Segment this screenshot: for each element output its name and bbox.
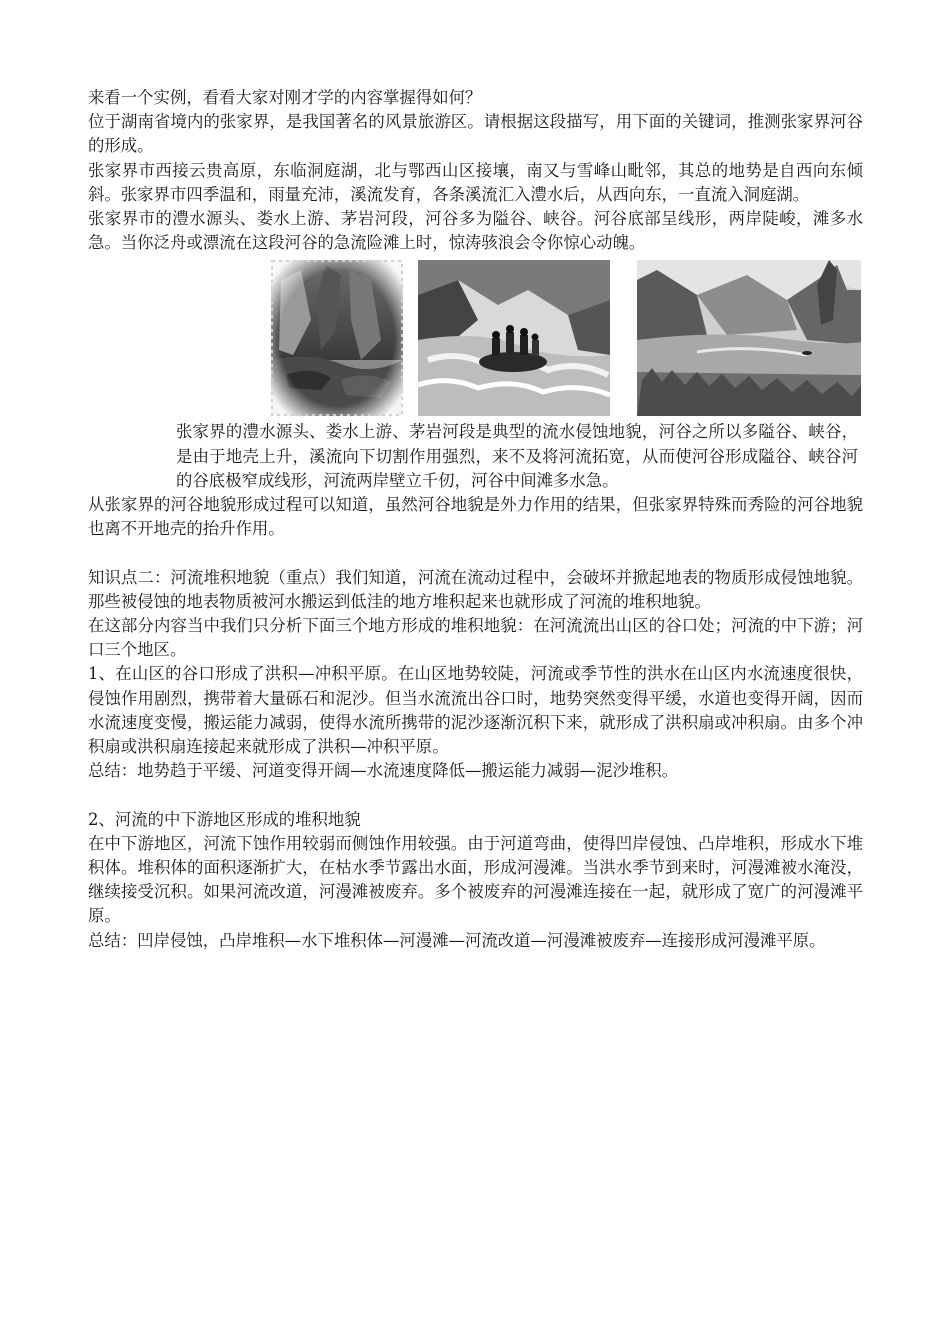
summary-two: 总结：凹岸侵蚀，凸岸堆积—水下堆积体—河漫滩—河流改道—河漫滩被废弃—连接形成河漫滩平原。 <box>88 930 826 950</box>
cliff-gorge-photo <box>271 260 403 416</box>
section-two-heading: 2、河流的中下游地区形成的堆积地貌 <box>88 809 361 829</box>
intro-line: 来看一个实例，看看大家对刚才学的内容掌握得如何？ <box>88 88 482 107</box>
question-paragraph: 位于湖南省境内的张家界，是我国著名的风景旅游区。请根据这段描写，用下面的关键词，推测张家界河谷的形成。 <box>88 112 863 156</box>
alluvial-fan-paragraph: 1、在山区的谷口形成了洪积—冲积平原。在山区地势较陡，河流或季节性的洪水在山区内水流速度很快，侵蚀作用剧烈，携带着大量砾石和泥沙。但当水流流出谷口时，地势突然变得平缓，水道也变得开阔，因而水流速度变慢，搬运能力减弱，使得水流所携带的泥沙逐渐沉积下来，就形成了洪积扇或冲积扇。由多个冲积扇或洪积扇连接起来就形成了洪积—冲积平原。 <box>88 664 863 757</box>
blank-line <box>88 541 863 565</box>
document-page <box>88 86 863 953</box>
conclusion-paragraph: 从张家界的河谷地貌形成过程可以知道，虽然河谷地貌是外力作用的结果，但张家界特殊而秀险的河谷地貌也离不开地壳的抬升作用。 <box>88 495 863 539</box>
blank-line <box>88 783 863 807</box>
river-rafting-photo <box>418 260 610 416</box>
three-regions-paragraph: 在这部分内容当中我们只分析下面三个地方形成的堆积地貌：在河流流出山区的谷口处；河流的中下游；河口三个地区。 <box>88 616 863 660</box>
floodplain-paragraph: 在中下游地区，河流下蚀作用较弱而侧蚀作用较强。由于河道弯曲，使得凹岸侵蚀、凸岸堆积，形成水下堆积体。堆积体的面积逐渐扩大，在枯水季节露出水面，形成河漫滩。当洪水季节到来时，河漫滩被水淹没，继续接受沉积。如果河流改道，河漫滩被废弃。多个被废弃的河漫滩连接在一起，就形成了宽广的河漫滩平原。 <box>88 833 863 926</box>
knowledge-point-two: 知识点二：河流堆积地貌（重点）我们知道，河流在流动过程中，会破坏并掀起地表的物质形成侵蚀地貌。那些被侵蚀的地表物质被河水搬运到低洼的地方堆积起来也就形成了河流的堆积地貌。 <box>88 567 863 611</box>
summary-one: 总结：地势趋于平缓、河道变得开阔—水流速度降低—搬运能力减弱—泥沙堆积。 <box>88 761 679 781</box>
river-valley-photo <box>637 260 861 416</box>
photo-caption: 张家界的澧水源头、娄水上游、茅岩河段是典型的流水侵蚀地貌，河谷之所以多隘谷、峡谷，是由于地壳上升，溪流向下切割作用强烈，来不及将河流拓宽，从而使河谷形成隘谷、峡谷河的谷底极窄成线形，河流两岸壁立千仞，河谷中间滩多水急。 <box>176 422 858 490</box>
photo-row <box>88 260 863 416</box>
terrain-paragraph: 张家界市西接云贵高原，东临洞庭湖，北与鄂西山区接壤，南又与雪峰山毗邻，其总的地势是自西向东倾斜。张家界市四季温和，雨量充沛，溪流发育，各条溪流汇入澧水后，从西向东，一直流入洞庭湖。 <box>88 160 863 204</box>
gorge-paragraph: 张家界市的澧水源头、娄水上游、茅岩河段，河谷多为隘谷、峡谷。河谷底部呈线形，两岸陡峻，滩多水急。当你泛舟或漂流在这段河谷的急流险滩上时，惊涛骇浪会令你惊心动魄。 <box>88 209 863 253</box>
